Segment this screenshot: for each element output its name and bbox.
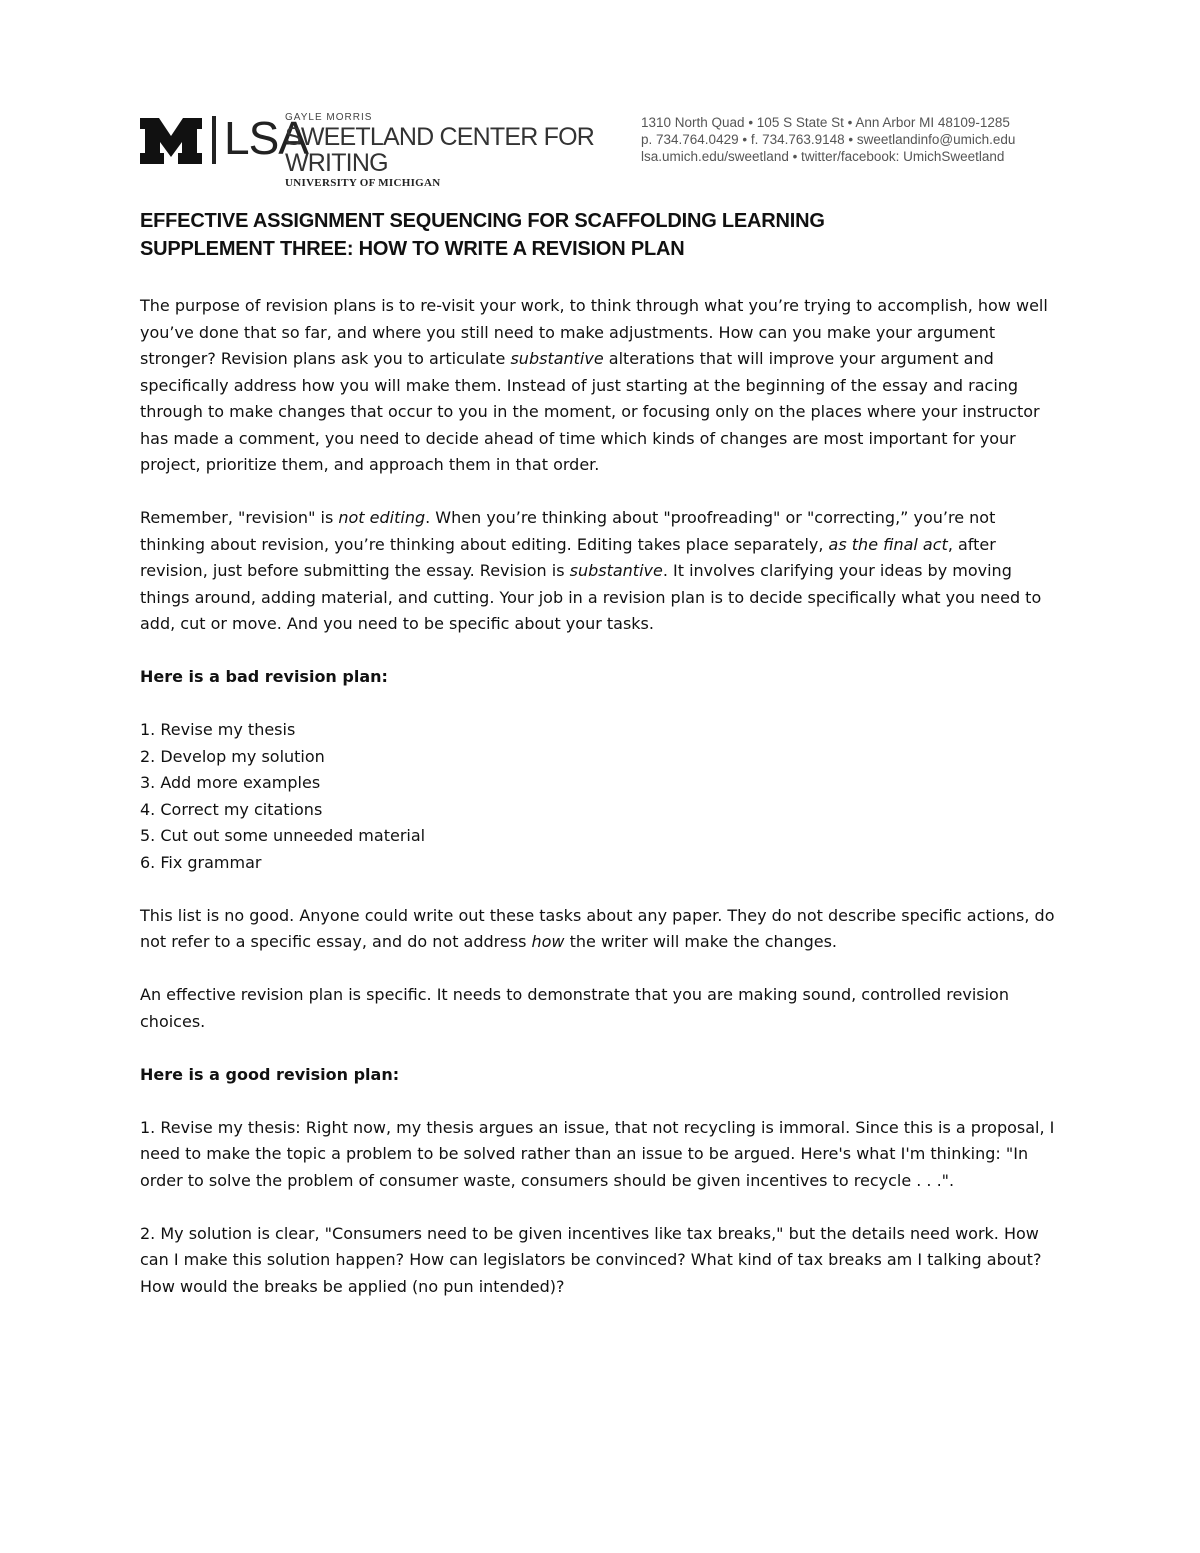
paragraph-remember — [140, 505, 1065, 638]
emphasis-text: substantive — [510, 349, 604, 368]
letterhead — [140, 112, 1070, 189]
text-span: This list is no good. Anyone could write out these tasks about any paper. They do not describe specific actions, do not refer to a specific essay, and do not address — [140, 905, 1055, 951]
emphasis-text: how — [531, 932, 565, 951]
good-plan-item: 2. My solution is clear, "Consumers need to be given incentives like tax breaks," but the details need work. How can I make this solution happen? How can legislators be convinced? What kind of tax breaks am I talking about? How would the breaks be applied (no pun intended)? — [140, 1223, 1042, 1296]
university-name: UNIVERSITY OF MICHIGAN — [285, 177, 441, 189]
michigan-block-m-logo — [140, 118, 202, 164]
text-span: . It involves clarifying your ideas by moving things around, adding material, and cutting. Your job in a revision plan is to decide specifically what you need to add, cut or move. And you need to be specific about your tasks. — [140, 561, 1042, 633]
good-plan-heading: Here is a good revision plan: — [140, 1064, 400, 1084]
paragraph-effective: An effective revision plan is specific. It needs to demonstrate that you are making sound, controlled revision choices. — [140, 985, 1009, 1031]
center-name-block — [285, 112, 615, 190]
text-span: alterations that will improve your argument and specifically address how you will make them. Instead of just starting at the beginning of the essay and racing through to make changes that occur to you in the moment, or focusing only on the places where your instructor has made a comment, you need to decide ahead of time which kinds of changes are most important for your project, prioritize them, and approach them in that order. — [140, 349, 1040, 474]
document-body — [140, 207, 1065, 1327]
list-item: 5. Cut out some unneeded material — [140, 826, 426, 845]
good-plan-item: 1. Revise my thesis: Right now, my thesis argues an issue, that not recycling is immoral. Since this is a proposal, I need to make the topic a problem to be solved rather than an issue to be argued. Here's what I'm thinking: "In order to solve the problem of consumer waste, consumers should be given incentives to recycle . . .". — [140, 1117, 1055, 1190]
emphasis-text: substantive — [569, 561, 663, 580]
title-line-1: EFFECTIVE ASSIGNMENT SEQUENCING FOR SCAFFOLDING LEARNING — [140, 210, 825, 232]
contact-info — [641, 114, 1071, 165]
lsa-logo: LSA — [224, 112, 308, 164]
logo-divider — [212, 116, 216, 164]
address-line: 1310 North Quad • 105 S State St • Ann Arbor MI 48109-1285 — [641, 115, 1010, 130]
paragraph-purpose — [140, 293, 1065, 479]
text-span: The purpose of revision plans is to re-visit your work, to think through what you’re trying to accomplish, how well you’ve done that so far, and where you still need to make adjustments. How can you make your argument stronger? Revision plans ask you to articulate — [140, 296, 1048, 368]
emphasis-text: not editing — [338, 508, 426, 527]
center-name: SWEETLAND CENTER FOR WRITING — [285, 123, 595, 177]
list-item: 1. Revise my thesis — [140, 720, 296, 739]
list-item: 4. Correct my citations — [140, 799, 323, 819]
list-item: 3. Add more examples — [140, 773, 321, 792]
list-item: 6. Fix grammar — [140, 852, 262, 872]
document-title — [140, 207, 1065, 263]
gayle-morris-label: GAYLE MORRIS — [285, 112, 373, 123]
title-line-2: SUPPLEMENT THREE: HOW TO WRITE A REVISION PLAN — [140, 238, 685, 260]
phone-line: p. 734.764.0429 • f. 734.763.9148 • sweetlandinfo@umich.edu — [641, 132, 1016, 147]
web-line: lsa.umich.edu/sweetland • twitter/facebook: UmichSweetland — [641, 149, 1005, 164]
text-span: , after revision, just before submitting the essay. Revision is — [140, 534, 996, 580]
text-span: Remember, "revision" is — [140, 508, 339, 527]
text-span: . When you’re thinking about "proofreading" or "correcting,” you’re not thinking about revision, you’re thinking about editing. Editing takes place separately, — [140, 508, 996, 554]
emphasis-text: as the final act — [828, 534, 948, 554]
bad-plan-heading: Here is a bad revision plan: — [140, 667, 388, 686]
paragraph-no-good — [140, 903, 1065, 956]
list-item: 2. Develop my solution — [140, 746, 325, 766]
text-span: the writer will make the changes. — [564, 932, 838, 951]
bad-plan-list — [140, 717, 1065, 876]
